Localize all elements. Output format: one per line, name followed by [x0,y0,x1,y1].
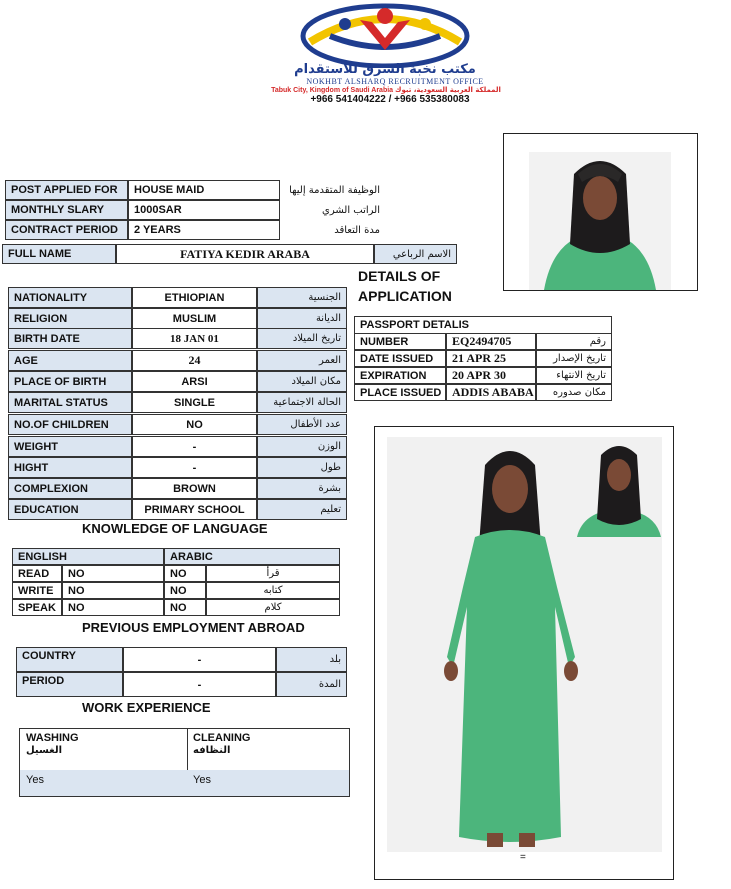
detail-value: - [132,436,257,457]
salary-label-ar: الراتب الشري [322,204,380,216]
language-skill: SPEAK [12,599,62,616]
detail-label-ar: عدد الأطفال [257,414,347,435]
passport-value: 20 APR 30 [446,367,536,384]
detail-label: EDUCATION [8,499,132,520]
language-skill: WRITE [12,582,62,599]
period-label: PERIOD [16,672,123,697]
detail-label-ar: بشرة [257,478,347,499]
salary-value: 1000SAR [128,200,280,220]
full-name-label: FULL NAME [2,244,116,264]
english-header: ENGLISH [12,548,164,565]
full-photo-caption: = [520,852,526,863]
post-label: POST APPLIED FOR [5,180,128,200]
passport-label-ar: تاريخ الانتهاء [536,367,612,384]
language-english-value: NO [62,565,164,582]
detail-value: BROWN [132,478,257,499]
detail-value: PRIMARY SCHOOL [132,499,257,520]
location-en: Tabuk City, Kingdom of Saudi Arabia [271,87,394,94]
passport-label: NUMBER [354,333,446,350]
language-skill-ar: قرأ [206,565,340,582]
details-heading-line2: APPLICATION [358,288,452,304]
logo-english-name: NOKHBT ALSHARQ RECRUITMENT OFFICE [306,77,484,86]
detail-value: MUSLIM [132,308,257,329]
language-skill: READ [12,565,62,582]
detail-value: NO [132,414,257,435]
detail-label-ar: تعليم [257,499,347,520]
company-logo [300,2,470,68]
passport-value: 21 APR 25 [446,350,536,367]
passport-label: EXPIRATION [354,367,446,384]
passport-label-ar: رقم [536,333,612,350]
cleaning-value: Yes [193,774,211,786]
detail-label: NATIONALITY [8,287,132,308]
detail-value: SINGLE [132,392,257,413]
detail-label-ar: الوزن [257,436,347,457]
contract-value: 2 YEARS [128,220,280,240]
detail-value: - [132,457,257,478]
post-value: HOUSE MAID [128,180,280,200]
detail-value: 18 JAN 01 [132,328,257,349]
passport-title: PASSPORT DETALIS [354,316,612,333]
detail-label: COMPLEXION [8,478,132,499]
language-heading: KNOWLEDGE OF LANGUAGE [82,521,268,536]
country-label: COUNTRY [16,647,123,672]
full-name-label-ar: الاسم الرباعي [374,244,457,264]
detail-label: RELIGION [8,308,132,329]
details-heading-line1: DETAILS OF [358,268,441,284]
detail-value: ETHIOPIAN [132,287,257,308]
detail-label: MARITAL STATUS [8,392,132,413]
language-arabic-value: NO [164,565,206,582]
full-body-photo [375,427,673,879]
salary-label: MONTHLY SLARY [5,200,128,220]
work-value-band [20,770,349,796]
portrait-photo [504,134,697,290]
detail-label-ar: تاريخ الميلاد [257,328,347,349]
detail-label: AGE [8,350,132,371]
period-label-ar: المدة [276,672,347,697]
detail-label-ar: طول [257,457,347,478]
passport-label-ar: تاريخ الإصدار [536,350,612,367]
passport-value: EQ2494705 [446,333,536,350]
detail-label-ar: مكان الميلاد [257,371,347,392]
language-skill-ar: كتابه [206,582,340,599]
company-phones: +966 541404222 / +966 535380083 [310,94,470,105]
logo-arabic-name: مكتب نخبة الشرق للاستقدام [294,62,476,77]
detail-label-ar: الجنسية [257,287,347,308]
passport-value: ADDIS ABABA [446,384,536,401]
passport-label: DATE ISSUED [354,350,446,367]
country-label-ar: بلد [276,647,347,672]
language-arabic-value: NO [164,582,206,599]
detail-label-ar: العمر [257,350,347,371]
detail-label: BIRTH DATE [8,328,132,349]
detail-value: 24 [132,350,257,371]
country-value: - [123,647,276,672]
washing-label-ar: الغسيل [26,745,63,756]
work-heading: WORK EXPERIENCE [82,700,211,715]
contract-label-ar: مدة التعاقد [334,224,380,236]
detail-label: HIGHT [8,457,132,478]
cleaning-label-ar: النظافه [193,745,231,756]
post-label-ar: الوظيفة المتقدمة إليها [289,184,380,196]
detail-label-ar: الحالة الاجتماعية [257,392,347,413]
language-english-value: NO [62,599,164,616]
language-arabic-value: NO [164,599,206,616]
detail-label: PLACE OF BIRTH [8,371,132,392]
contract-label: CONTRACT PERIOD [5,220,128,240]
cleaning-label: CLEANING [193,732,251,744]
full-name-value: FATIYA KEDIR ARABA [116,244,374,264]
language-english-value: NO [62,582,164,599]
detail-label: WEIGHT [8,436,132,457]
passport-label: PLACE ISSUED [354,384,446,401]
washing-label: WASHING [26,732,79,744]
passport-label-ar: مكان صدوره [536,384,612,401]
detail-label: NO.OF CHILDREN [8,414,132,435]
language-skill-ar: كلام [206,599,340,616]
location-ar: المملكة العربية السعودية، تبوك [395,86,501,94]
portrait-photo-frame [503,133,698,291]
company-location [236,86,536,94]
detail-label-ar: الديانة [257,308,347,329]
detail-value: ARSI [132,371,257,392]
period-value: - [123,672,276,697]
washing-value: Yes [26,774,44,786]
full-body-photo-frame [374,426,674,880]
employment-heading: PREVIOUS EMPLOYMENT ABROAD [82,620,305,635]
arabic-header: ARABIC [164,548,340,565]
details-heading [358,266,452,306]
